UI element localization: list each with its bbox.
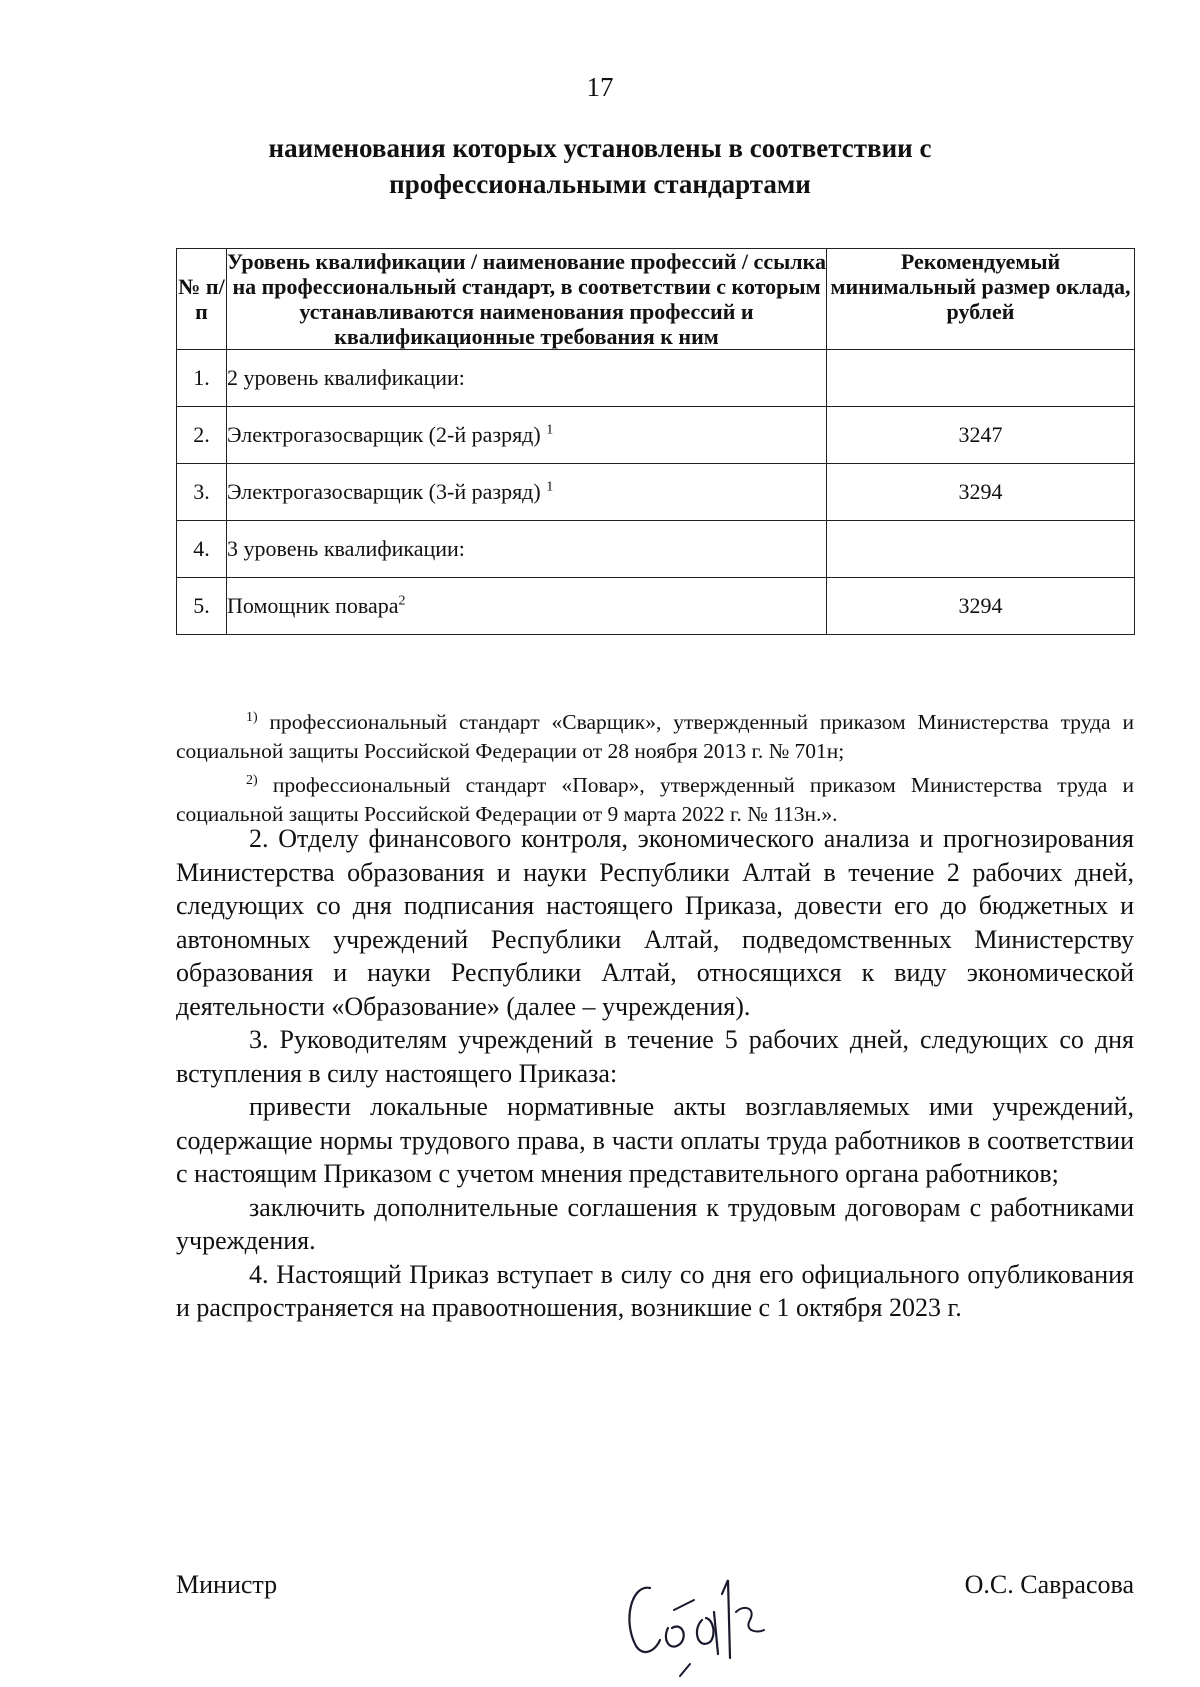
section-heading: [170, 130, 1030, 202]
paragraph-4: 4. Настоящий Приказ вступает в силу со дня его официального опубликования и распространяется на правоотношения, возникшие с 1 октября 2023 г.: [176, 1259, 1134, 1322]
row-profession: [227, 407, 827, 464]
paragraph-2: 2. Отделу финансового контроля, экономического анализа и прогнозирования Министерства образования и науки Республики Алтай в течение 2 рабочих дней, следующих со дня подписания настоящего Приказа, довести его до бюджетных и автономных учреждений Республики Алтай, подведомственных Министерству образования и науки Республики Алтай, относящихся к виду экономической деятельности «Образование» (далее – учреждения).: [176, 824, 1134, 1021]
heading-line-1: наименования которых установлены в соответствии с: [268, 133, 932, 163]
page-number: 17: [586, 72, 614, 102]
row-profession: [227, 464, 827, 521]
table-row: [177, 464, 1135, 521]
footnotes: [176, 703, 1134, 829]
document-body: [176, 822, 1134, 1325]
footnote-1: [176, 703, 1134, 766]
paragraph-3: 3. Руководителям учреждений в течение 5 рабочих дней, следующих со дня вступления в силу настоящего Приказа:: [176, 1025, 1134, 1088]
row-profession: [227, 521, 827, 578]
footnote-ref: 1: [546, 422, 554, 438]
row-profession: [227, 578, 827, 635]
row-profession-text: Электрогазосварщик (3-й разряд): [227, 479, 547, 504]
signer-name: О.С. Саврасова: [964, 1570, 1134, 1599]
table-header-row: [177, 249, 1135, 350]
row-salary: 3247: [827, 407, 1135, 464]
row-number: 4.: [177, 521, 227, 578]
footnote-mark: 1): [246, 710, 258, 725]
table-row: [177, 521, 1135, 578]
table-row: [177, 407, 1135, 464]
row-profession-text: Электрогазосварщик (2-й разряд): [227, 422, 547, 447]
row-number: 3.: [177, 464, 227, 521]
table-row: [177, 578, 1135, 635]
row-number: 2.: [177, 407, 227, 464]
header-salary: Рекомендуемый минимальный размер оклада, рублей: [827, 249, 1135, 350]
footnote-ref: 1: [546, 479, 554, 495]
row-number: 1.: [177, 350, 227, 407]
table-row: [177, 350, 1135, 407]
header-profession: Уровень квалификации / наименование профессий / ссылка на профессиональный стандарт, в соответствии с которым устанавливаются наименования профессий и квалификационные требования к ним: [227, 249, 826, 349]
footnote-mark: 2): [246, 773, 258, 789]
footnote-text: профессиональный стандарт «Сварщик», утвержденный приказом Министерства труда и социальной защиты Российской Федерации от 28 ноября 2013 г. № 701н;: [176, 710, 1134, 764]
row-number: 5.: [177, 578, 227, 635]
signer-title: Министр: [176, 1570, 278, 1599]
footnote-text: профессиональный стандарт «Повар», утвержденный приказом Министерства труда и социальной защиты Российской Федерации от 9 марта 2022 г. № 113н.».: [176, 773, 1134, 827]
row-salary: [827, 521, 1135, 578]
row-salary: [827, 350, 1135, 407]
footnote-ref: 2: [398, 593, 406, 609]
row-profession: [227, 350, 827, 407]
row-profession-text: Помощник повара: [227, 593, 399, 618]
paragraph-3-item-2: заключить дополнительные соглашения к трудовым договорам с работниками учреждения.: [176, 1192, 1134, 1255]
row-profession-text: 2 уровень квалификации:: [227, 365, 465, 390]
heading-line-2: профессиональными стандартами: [389, 169, 811, 199]
row-salary: 3294: [827, 464, 1135, 521]
footnote-2: [176, 766, 1134, 829]
handwritten-signature: [610, 1550, 810, 1680]
salary-table: [176, 248, 1135, 635]
row-salary: 3294: [827, 578, 1135, 635]
header-number: № п/п: [177, 249, 227, 350]
row-profession-text: 3 уровень квалификации:: [227, 536, 465, 561]
paragraph-3-item-1: привести локальные нормативные акты возглавляемых ими учреждений, содержащие нормы трудового права, в части оплаты труда работников в соответствии с настоящим Приказом с учетом мнения представительного органа работников;: [176, 1092, 1134, 1188]
